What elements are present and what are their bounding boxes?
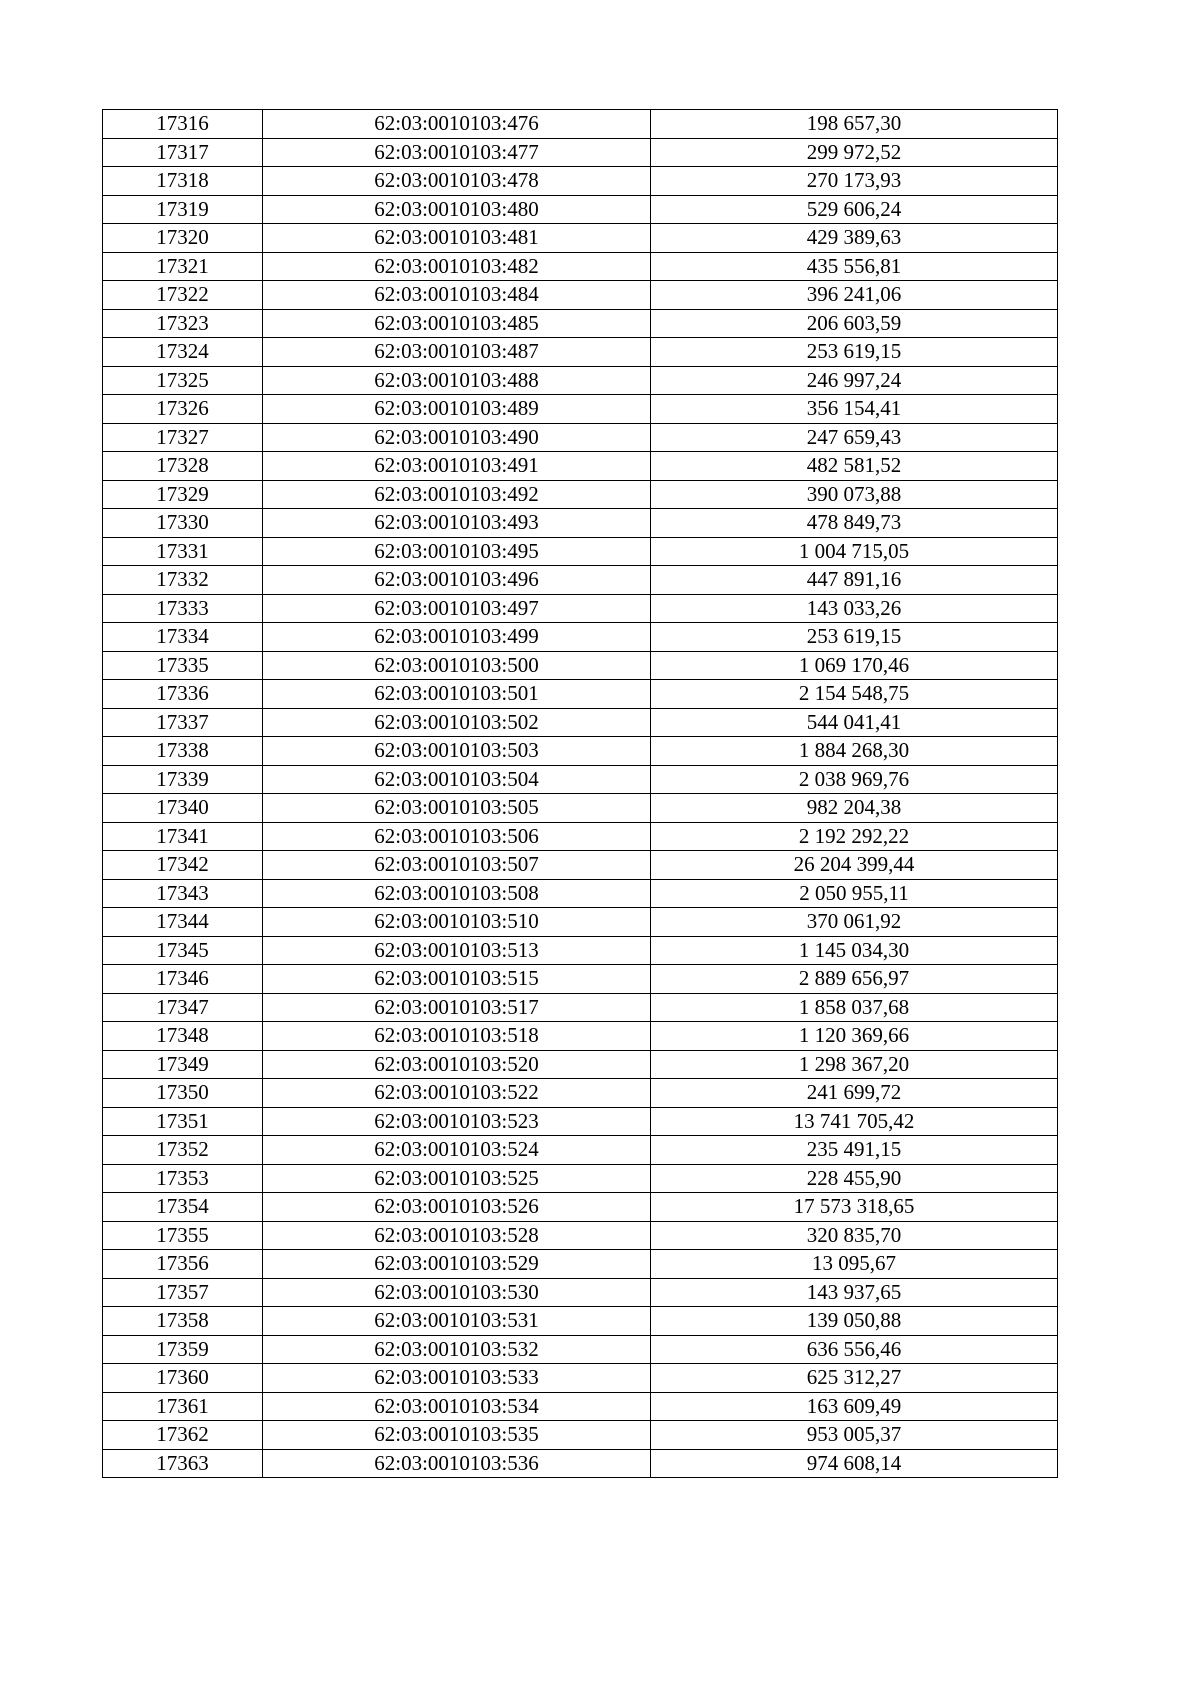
value-cell: 228 455,90 bbox=[651, 1164, 1058, 1193]
table-row bbox=[103, 623, 1058, 652]
table-row bbox=[103, 1250, 1058, 1279]
cadastral-number-cell: 62:03:0010103:499 bbox=[263, 623, 651, 652]
table-row bbox=[103, 651, 1058, 680]
data-table bbox=[102, 109, 1058, 1478]
row-number-cell: 17323 bbox=[103, 309, 263, 338]
row-number-cell: 17354 bbox=[103, 1193, 263, 1222]
table-row bbox=[103, 1307, 1058, 1336]
table-row bbox=[103, 1022, 1058, 1051]
table-row bbox=[103, 822, 1058, 851]
row-number-cell: 17335 bbox=[103, 651, 263, 680]
value-cell: 396 241,06 bbox=[651, 281, 1058, 310]
cadastral-number-cell: 62:03:0010103:495 bbox=[263, 537, 651, 566]
cadastral-number-cell: 62:03:0010103:515 bbox=[263, 965, 651, 994]
value-cell: 447 891,16 bbox=[651, 566, 1058, 595]
table-row bbox=[103, 281, 1058, 310]
row-number-cell: 17326 bbox=[103, 395, 263, 424]
cadastral-number-cell: 62:03:0010103:487 bbox=[263, 338, 651, 367]
row-number-cell: 17356 bbox=[103, 1250, 263, 1279]
row-number-cell: 17324 bbox=[103, 338, 263, 367]
value-cell: 247 659,43 bbox=[651, 423, 1058, 452]
row-number-cell: 17338 bbox=[103, 737, 263, 766]
value-cell: 1 145 034,30 bbox=[651, 936, 1058, 965]
value-cell: 241 699,72 bbox=[651, 1079, 1058, 1108]
value-cell: 1 858 037,68 bbox=[651, 993, 1058, 1022]
row-number-cell: 17332 bbox=[103, 566, 263, 595]
row-number-cell: 17360 bbox=[103, 1364, 263, 1393]
cadastral-number-cell: 62:03:0010103:492 bbox=[263, 480, 651, 509]
cadastral-number-cell: 62:03:0010103:505 bbox=[263, 794, 651, 823]
table-row bbox=[103, 1392, 1058, 1421]
cadastral-number-cell: 62:03:0010103:506 bbox=[263, 822, 651, 851]
cadastral-number-cell: 62:03:0010103:477 bbox=[263, 138, 651, 167]
cadastral-number-cell: 62:03:0010103:489 bbox=[263, 395, 651, 424]
cadastral-number-cell: 62:03:0010103:493 bbox=[263, 509, 651, 538]
cadastral-number-cell: 62:03:0010103:531 bbox=[263, 1307, 651, 1336]
table-row bbox=[103, 851, 1058, 880]
value-cell: 143 033,26 bbox=[651, 594, 1058, 623]
cadastral-number-cell: 62:03:0010103:535 bbox=[263, 1421, 651, 1450]
table-row bbox=[103, 1050, 1058, 1079]
table-row bbox=[103, 1421, 1058, 1450]
row-number-cell: 17329 bbox=[103, 480, 263, 509]
table-row bbox=[103, 908, 1058, 937]
cadastral-number-cell: 62:03:0010103:497 bbox=[263, 594, 651, 623]
row-number-cell: 17358 bbox=[103, 1307, 263, 1336]
value-cell: 390 073,88 bbox=[651, 480, 1058, 509]
table-row bbox=[103, 395, 1058, 424]
cadastral-number-cell: 62:03:0010103:507 bbox=[263, 851, 651, 880]
table-row bbox=[103, 1449, 1058, 1478]
row-number-cell: 17361 bbox=[103, 1392, 263, 1421]
value-cell: 625 312,27 bbox=[651, 1364, 1058, 1393]
row-number-cell: 17333 bbox=[103, 594, 263, 623]
value-cell: 299 972,52 bbox=[651, 138, 1058, 167]
value-cell: 17 573 318,65 bbox=[651, 1193, 1058, 1222]
table-row bbox=[103, 1136, 1058, 1165]
table-row bbox=[103, 110, 1058, 139]
table-row bbox=[103, 594, 1058, 623]
table-row bbox=[103, 1107, 1058, 1136]
value-cell: 206 603,59 bbox=[651, 309, 1058, 338]
value-cell: 370 061,92 bbox=[651, 908, 1058, 937]
value-cell: 2 154 548,75 bbox=[651, 680, 1058, 709]
value-cell: 26 204 399,44 bbox=[651, 851, 1058, 880]
value-cell: 529 606,24 bbox=[651, 195, 1058, 224]
row-number-cell: 17363 bbox=[103, 1449, 263, 1478]
cadastral-number-cell: 62:03:0010103:484 bbox=[263, 281, 651, 310]
table-row bbox=[103, 167, 1058, 196]
row-number-cell: 17355 bbox=[103, 1221, 263, 1250]
cadastral-number-cell: 62:03:0010103:536 bbox=[263, 1449, 651, 1478]
value-cell: 356 154,41 bbox=[651, 395, 1058, 424]
cadastral-number-cell: 62:03:0010103:530 bbox=[263, 1278, 651, 1307]
cadastral-number-cell: 62:03:0010103:518 bbox=[263, 1022, 651, 1051]
cadastral-number-cell: 62:03:0010103:520 bbox=[263, 1050, 651, 1079]
value-cell: 246 997,24 bbox=[651, 366, 1058, 395]
table-row bbox=[103, 566, 1058, 595]
table-row bbox=[103, 1221, 1058, 1250]
table-row bbox=[103, 1335, 1058, 1364]
table-row bbox=[103, 452, 1058, 481]
value-cell: 953 005,37 bbox=[651, 1421, 1058, 1450]
value-cell: 198 657,30 bbox=[651, 110, 1058, 139]
cadastral-number-cell: 62:03:0010103:508 bbox=[263, 879, 651, 908]
row-number-cell: 17357 bbox=[103, 1278, 263, 1307]
row-number-cell: 17351 bbox=[103, 1107, 263, 1136]
value-cell: 544 041,41 bbox=[651, 708, 1058, 737]
cadastral-number-cell: 62:03:0010103:510 bbox=[263, 908, 651, 937]
row-number-cell: 17318 bbox=[103, 167, 263, 196]
table-row bbox=[103, 1079, 1058, 1108]
table-row bbox=[103, 338, 1058, 367]
row-number-cell: 17336 bbox=[103, 680, 263, 709]
row-number-cell: 17339 bbox=[103, 765, 263, 794]
table-row bbox=[103, 509, 1058, 538]
table-row bbox=[103, 936, 1058, 965]
table-row bbox=[103, 366, 1058, 395]
row-number-cell: 17359 bbox=[103, 1335, 263, 1364]
cadastral-number-cell: 62:03:0010103:517 bbox=[263, 993, 651, 1022]
value-cell: 1 120 369,66 bbox=[651, 1022, 1058, 1051]
row-number-cell: 17328 bbox=[103, 452, 263, 481]
table-row bbox=[103, 708, 1058, 737]
row-number-cell: 17334 bbox=[103, 623, 263, 652]
cadastral-number-cell: 62:03:0010103:485 bbox=[263, 309, 651, 338]
value-cell: 1 298 367,20 bbox=[651, 1050, 1058, 1079]
row-number-cell: 17341 bbox=[103, 822, 263, 851]
table-row bbox=[103, 480, 1058, 509]
cadastral-number-cell: 62:03:0010103:532 bbox=[263, 1335, 651, 1364]
cadastral-number-cell: 62:03:0010103:503 bbox=[263, 737, 651, 766]
row-number-cell: 17344 bbox=[103, 908, 263, 937]
value-cell: 13 741 705,42 bbox=[651, 1107, 1058, 1136]
row-number-cell: 17352 bbox=[103, 1136, 263, 1165]
row-number-cell: 17343 bbox=[103, 879, 263, 908]
cadastral-number-cell: 62:03:0010103:522 bbox=[263, 1079, 651, 1108]
row-number-cell: 17331 bbox=[103, 537, 263, 566]
row-number-cell: 17321 bbox=[103, 252, 263, 281]
row-number-cell: 17316 bbox=[103, 110, 263, 139]
value-cell: 2 038 969,76 bbox=[651, 765, 1058, 794]
table-row bbox=[103, 1278, 1058, 1307]
table-row bbox=[103, 993, 1058, 1022]
row-number-cell: 17362 bbox=[103, 1421, 263, 1450]
value-cell: 139 050,88 bbox=[651, 1307, 1058, 1336]
table-row bbox=[103, 879, 1058, 908]
cadastral-number-cell: 62:03:0010103:533 bbox=[263, 1364, 651, 1393]
row-number-cell: 17346 bbox=[103, 965, 263, 994]
row-number-cell: 17327 bbox=[103, 423, 263, 452]
cadastral-number-cell: 62:03:0010103:534 bbox=[263, 1392, 651, 1421]
row-number-cell: 17347 bbox=[103, 993, 263, 1022]
cadastral-number-cell: 62:03:0010103:525 bbox=[263, 1164, 651, 1193]
table-row bbox=[103, 309, 1058, 338]
row-number-cell: 17322 bbox=[103, 281, 263, 310]
table-body bbox=[103, 110, 1058, 1478]
cadastral-number-cell: 62:03:0010103:528 bbox=[263, 1221, 651, 1250]
value-cell: 982 204,38 bbox=[651, 794, 1058, 823]
value-cell: 270 173,93 bbox=[651, 167, 1058, 196]
value-cell: 478 849,73 bbox=[651, 509, 1058, 538]
value-cell: 974 608,14 bbox=[651, 1449, 1058, 1478]
row-number-cell: 17350 bbox=[103, 1079, 263, 1108]
table-row bbox=[103, 423, 1058, 452]
value-cell: 1 884 268,30 bbox=[651, 737, 1058, 766]
row-number-cell: 17353 bbox=[103, 1164, 263, 1193]
row-number-cell: 17349 bbox=[103, 1050, 263, 1079]
cadastral-number-cell: 62:03:0010103:482 bbox=[263, 252, 651, 281]
value-cell: 2 192 292,22 bbox=[651, 822, 1058, 851]
cadastral-number-cell: 62:03:0010103:476 bbox=[263, 110, 651, 139]
cadastral-number-cell: 62:03:0010103:524 bbox=[263, 1136, 651, 1165]
value-cell: 253 619,15 bbox=[651, 623, 1058, 652]
cadastral-number-cell: 62:03:0010103:481 bbox=[263, 224, 651, 253]
value-cell: 253 619,15 bbox=[651, 338, 1058, 367]
value-cell: 636 556,46 bbox=[651, 1335, 1058, 1364]
cadastral-number-cell: 62:03:0010103:502 bbox=[263, 708, 651, 737]
table-row bbox=[103, 794, 1058, 823]
row-number-cell: 17340 bbox=[103, 794, 263, 823]
value-cell: 1 004 715,05 bbox=[651, 537, 1058, 566]
table-row bbox=[103, 195, 1058, 224]
row-number-cell: 17319 bbox=[103, 195, 263, 224]
value-cell: 429 389,63 bbox=[651, 224, 1058, 253]
cadastral-number-cell: 62:03:0010103:523 bbox=[263, 1107, 651, 1136]
cadastral-number-cell: 62:03:0010103:504 bbox=[263, 765, 651, 794]
table-row bbox=[103, 680, 1058, 709]
table-row bbox=[103, 1164, 1058, 1193]
row-number-cell: 17345 bbox=[103, 936, 263, 965]
cadastral-number-cell: 62:03:0010103:488 bbox=[263, 366, 651, 395]
value-cell: 235 491,15 bbox=[651, 1136, 1058, 1165]
cadastral-number-cell: 62:03:0010103:478 bbox=[263, 167, 651, 196]
table-row bbox=[103, 737, 1058, 766]
cadastral-number-cell: 62:03:0010103:529 bbox=[263, 1250, 651, 1279]
value-cell: 163 609,49 bbox=[651, 1392, 1058, 1421]
cadastral-number-cell: 62:03:0010103:480 bbox=[263, 195, 651, 224]
row-number-cell: 17337 bbox=[103, 708, 263, 737]
value-cell: 482 581,52 bbox=[651, 452, 1058, 481]
table-row bbox=[103, 537, 1058, 566]
cadastral-number-cell: 62:03:0010103:526 bbox=[263, 1193, 651, 1222]
cadastral-number-cell: 62:03:0010103:490 bbox=[263, 423, 651, 452]
value-cell: 1 069 170,46 bbox=[651, 651, 1058, 680]
row-number-cell: 17325 bbox=[103, 366, 263, 395]
table-row bbox=[103, 252, 1058, 281]
cadastral-number-cell: 62:03:0010103:500 bbox=[263, 651, 651, 680]
row-number-cell: 17317 bbox=[103, 138, 263, 167]
table-row bbox=[103, 1364, 1058, 1393]
value-cell: 13 095,67 bbox=[651, 1250, 1058, 1279]
cadastral-number-cell: 62:03:0010103:513 bbox=[263, 936, 651, 965]
value-cell: 435 556,81 bbox=[651, 252, 1058, 281]
table-row bbox=[103, 1193, 1058, 1222]
value-cell: 2 050 955,11 bbox=[651, 879, 1058, 908]
cadastral-number-cell: 62:03:0010103:491 bbox=[263, 452, 651, 481]
row-number-cell: 17348 bbox=[103, 1022, 263, 1051]
table-row bbox=[103, 138, 1058, 167]
cadastral-number-cell: 62:03:0010103:496 bbox=[263, 566, 651, 595]
value-cell: 320 835,70 bbox=[651, 1221, 1058, 1250]
table-row bbox=[103, 224, 1058, 253]
row-number-cell: 17320 bbox=[103, 224, 263, 253]
table-row bbox=[103, 965, 1058, 994]
value-cell: 2 889 656,97 bbox=[651, 965, 1058, 994]
table-row bbox=[103, 765, 1058, 794]
cadastral-number-cell: 62:03:0010103:501 bbox=[263, 680, 651, 709]
row-number-cell: 17342 bbox=[103, 851, 263, 880]
value-cell: 143 937,65 bbox=[651, 1278, 1058, 1307]
row-number-cell: 17330 bbox=[103, 509, 263, 538]
